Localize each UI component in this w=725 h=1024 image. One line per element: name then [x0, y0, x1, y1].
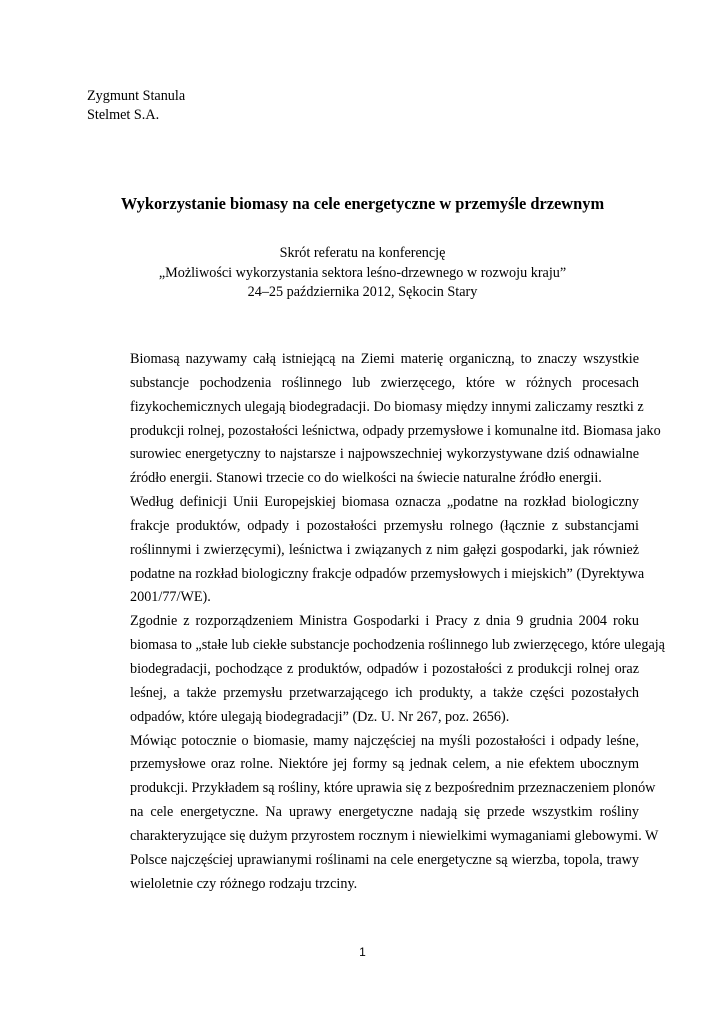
conference-line-1: Skrót referatu na konferencję — [279, 245, 446, 261]
paragraph-line: 2001/77/WE). — [130, 589, 211, 606]
paragraph-line: produkcji rolnej, pozostałości leśnictwa, odpady przemysłowe i komunalne itd. Biomasa jako — [130, 422, 661, 439]
author-name: Zygmunt Stanula — [87, 88, 186, 104]
paragraph-line: substancje pochodzenia roślinnego lub zwierzęcego, które w różnych procesach — [130, 374, 639, 391]
conference-line-2: „Możliwości wykorzystania sektora leśno-drzewnego w rozwoju kraju” — [158, 264, 567, 281]
paragraph-line: na cele energetyczne. Na uprawy energetyczne nadają się przede wszystkim rośliny — [130, 804, 639, 821]
paragraph-line: przemysłowe oraz rolne. Niektóre jej formy są jednak celem, a nie efektem ubocznym — [130, 756, 639, 773]
paragraph-line: wieloletnie czy różnego rodzaju trzciny. — [130, 875, 358, 892]
paragraph-line: Mówiąc potocznie o biomasie, mamy najczęściej na myśli pozostałości i odpady leśne, — [130, 732, 639, 749]
paragraph-line: biomasa to „stałe lub ciekłe substancje pochodzenia roślinnego lub zwierzęcego, które ulegają — [130, 637, 665, 654]
paragraph-line: biodegradacji, pochodzące z produktów, odpadów i pozostałości z produkcji rolnej oraz — [130, 660, 639, 677]
paragraph-line: Polsce najczęściej uprawianymi roślinami na cele energetyczne są wierzba, topola, trawy — [130, 851, 639, 868]
body-paragraph — [87, 730, 659, 897]
body-text — [87, 348, 665, 896]
paragraph-line: podatne na rozkład biologiczny frakcje odpadów przemysłowych i miejskich” (Dyrektywa — [130, 565, 645, 582]
conference-line-3: 24–25 października 2012, Sękocin Stary — [247, 284, 478, 300]
body-paragraph — [87, 491, 645, 610]
paragraph-line: surowiec energetyczny to najstarsze i najpowszechniej wykorzystywane dziś odnawialne — [130, 446, 639, 463]
author-company: Stelmet S.A. — [87, 107, 160, 123]
paragraph-line: produkcji. Przykładem są rośliny, które uprawia się z bezpośrednim przeznaczeniem plonów — [130, 780, 656, 797]
paragraph-line: odpadów, które ulegają biodegradacji” (Dz. U. Nr 267, poz. 2656). — [130, 708, 510, 725]
paragraph-line: Według definicji Unii Europejskiej biomasa oznacza „podatne na rozkład biologiczny — [130, 494, 639, 511]
paragraph-line: fizykochemicznych ulegają biodegradacji. Do biomasy między innymi zaliczamy resztki z — [130, 398, 644, 415]
author-block — [87, 87, 185, 125]
paragraph-line: frakcje produktów, odpady i pozostałości przemysłu rolnego (łącznie z substancjami — [130, 517, 639, 534]
paragraph-line: leśnej, a także przemysłu przetwarzającego ich produkty, a także części pozostałych — [130, 684, 639, 701]
conference-info — [0, 244, 725, 303]
paragraph-line: Biomasą nazywamy całą istniejącą na Ziemi materię organiczną, to znaczy wszystkie — [130, 351, 639, 367]
document-title: Wykorzystanie biomasy na cele energetyczne w przemyśle drzewnym — [120, 194, 605, 213]
paragraph-line: źródło energii. Stanowi trzecie co do wielkości na świecie naturalne źródło energii. — [130, 470, 602, 487]
page-number: 1 — [359, 945, 366, 959]
paragraph-line: charakteryzujące się dużym przyrostem rocznym i niewielkimi wymaganiami glebowymi. W — [130, 827, 659, 844]
body-paragraph — [87, 348, 661, 491]
body-paragraph — [87, 610, 665, 729]
paragraph-line: roślinnymi i zwierzęcymi), leśnictwa i związanych z nim gałęzi gospodarki, jak również — [130, 541, 639, 558]
paragraph-line: Zgodnie z rozporządzeniem Ministra Gospodarki i Pracy z dnia 9 grudnia 2004 roku — [130, 613, 639, 630]
